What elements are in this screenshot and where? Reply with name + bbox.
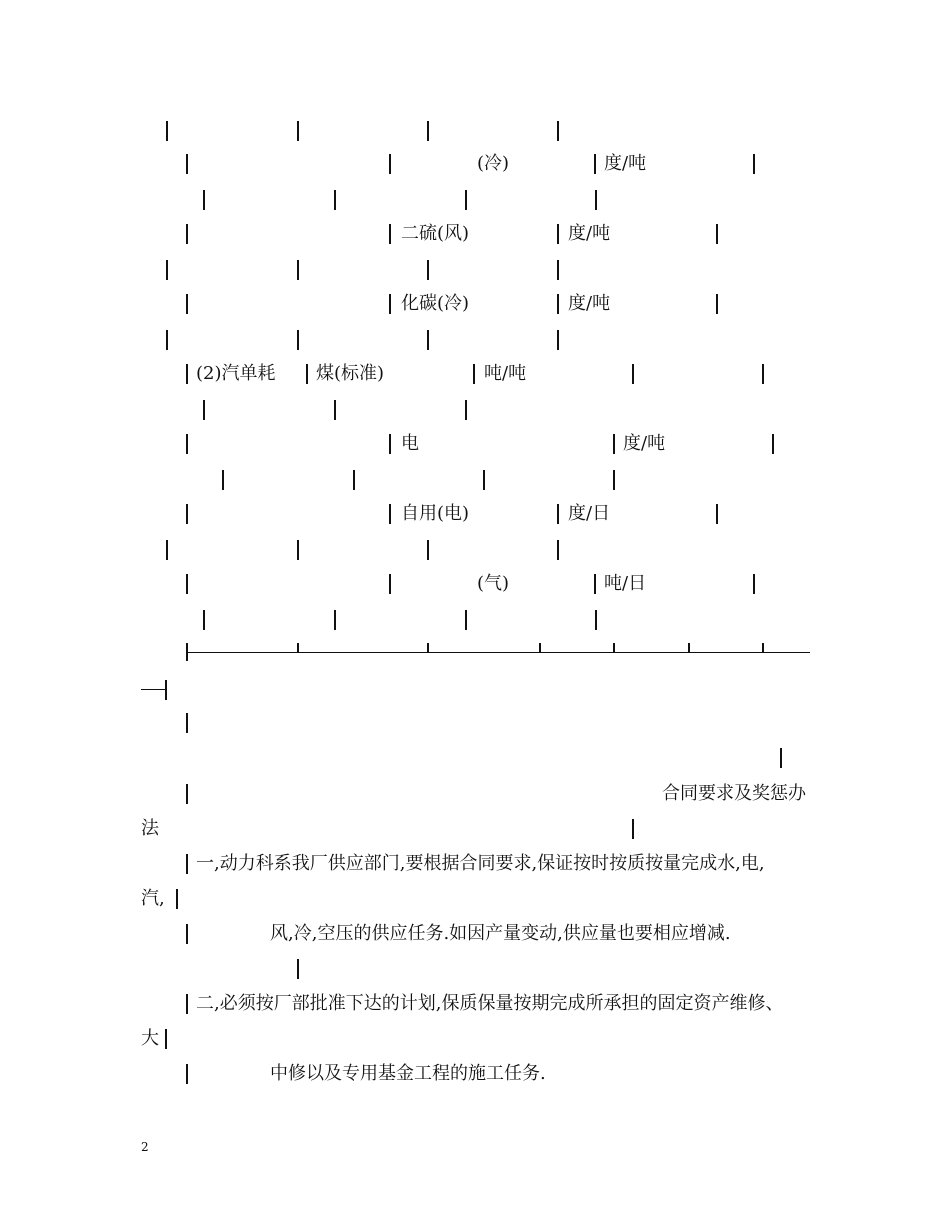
table-cell-unit: 度/吨: [604, 153, 647, 174]
table-border: [557, 224, 559, 244]
clause-text: 风,冷,空压的供应任务.如因产量变动,供应量也要相应增减.: [270, 923, 731, 944]
table-cell-unit: 吨/日: [604, 573, 647, 594]
table-border: [389, 434, 391, 454]
table-border: [539, 643, 541, 653]
table-border: [165, 680, 167, 700]
table-border: [594, 574, 596, 594]
section-heading: 合同要求及奖惩办: [662, 783, 806, 804]
table-cell-index: (2)汽单耗: [196, 363, 276, 384]
table-border: [297, 260, 299, 280]
table-border: [762, 643, 764, 653]
table-border: [772, 434, 774, 454]
frame-border: [632, 819, 634, 839]
table-border: [557, 504, 559, 524]
table-border: [389, 224, 391, 244]
table-border: [203, 610, 205, 630]
table-border: [186, 574, 188, 594]
table-border: [203, 400, 205, 420]
table-border: [427, 643, 429, 653]
frame-border: [186, 713, 188, 733]
table-border: [465, 610, 467, 630]
table-cell-item: (冷): [477, 153, 510, 174]
frame-border: [297, 959, 299, 979]
table-border: [483, 470, 485, 490]
table-border: [473, 364, 475, 384]
table-border: [753, 574, 755, 594]
section-heading-wrap: 法: [141, 818, 159, 839]
table-border: [334, 190, 336, 210]
table-border: [465, 400, 467, 420]
table-cell-item: 电: [401, 433, 419, 454]
frame-border: [165, 1029, 167, 1049]
table-border: [427, 540, 429, 560]
table-border: [203, 190, 205, 210]
table-cell-unit: 度/日: [568, 503, 611, 524]
frame-border: [186, 994, 188, 1014]
table-border: [753, 154, 755, 174]
table-border: [389, 574, 391, 594]
table-cell-item: 化碳(冷): [401, 293, 470, 314]
clause-text-wrap: 汽,: [141, 888, 165, 909]
table-border: [427, 121, 429, 141]
table-border: [557, 540, 559, 560]
table-cell-item: 自用(电): [401, 503, 470, 524]
frame-border: [186, 924, 188, 944]
table-border: [762, 364, 764, 384]
table-border: [389, 154, 391, 174]
table-cell-item: 二硫(风): [401, 223, 470, 244]
table-border: [186, 504, 188, 524]
table-border: [166, 330, 168, 350]
table-border: [427, 330, 429, 350]
table-border: [166, 540, 168, 560]
frame-border: [186, 1064, 188, 1084]
table-cell-unit: 度/吨: [568, 223, 611, 244]
table-border: [186, 154, 188, 174]
table-border: [334, 610, 336, 630]
table-border: [557, 294, 559, 314]
table-cell-unit: 吨/吨: [484, 363, 527, 384]
table-border: [613, 643, 615, 653]
table-border: [297, 540, 299, 560]
table-border: [465, 190, 467, 210]
table-cell-unit: 度/吨: [568, 293, 611, 314]
table-border: [427, 260, 429, 280]
table-border: [613, 434, 615, 454]
clause-text: 一,动力科系我厂供应部门,要根据合同要求,保证按时按质按量完成水,电,: [196, 853, 765, 874]
table-border: [632, 364, 634, 384]
table-bottom-rule: [186, 652, 810, 653]
table-cell-unit: 度/吨: [623, 433, 666, 454]
table-border: [557, 121, 559, 141]
table-cell-item: (气): [477, 573, 510, 594]
clause-text: 中修以及专用基金工程的施工任务.: [270, 1063, 546, 1084]
table-border: [594, 154, 596, 174]
page-number: 2: [141, 1140, 149, 1154]
frame-border: [176, 889, 178, 909]
table-border: [297, 330, 299, 350]
table-border: [716, 224, 718, 244]
table-border: [595, 190, 597, 210]
table-border: [166, 260, 168, 280]
table-rule-wrap: [141, 689, 165, 690]
table-border: [166, 121, 168, 141]
clause-text: 二,必须按厂部批准下达的计划,保质保量按期完成所承担的固定资产维修、: [196, 993, 784, 1014]
table-border: [222, 470, 224, 490]
table-border: [688, 643, 690, 653]
table-border: [613, 470, 615, 490]
table-border: [389, 294, 391, 314]
table-border: [557, 330, 559, 350]
table-border: [716, 504, 718, 524]
table-border: [186, 224, 188, 244]
table-border: [306, 364, 308, 384]
table-border: [297, 121, 299, 141]
table-border: [557, 260, 559, 280]
table-border: [389, 504, 391, 524]
table-border: [353, 470, 355, 490]
table-border: [716, 294, 718, 314]
frame-border: [186, 784, 188, 804]
table-border: [595, 610, 597, 630]
frame-border: [186, 854, 188, 874]
table-border: [334, 400, 336, 420]
table-cell-item: 煤(标准): [316, 363, 385, 384]
frame-border: [780, 748, 782, 768]
table-border: [186, 364, 188, 384]
table-border: [186, 434, 188, 454]
table-border: [186, 643, 188, 661]
table-border: [297, 643, 299, 653]
clause-text-wrap: 大: [141, 1028, 159, 1049]
table-border: [186, 294, 188, 314]
